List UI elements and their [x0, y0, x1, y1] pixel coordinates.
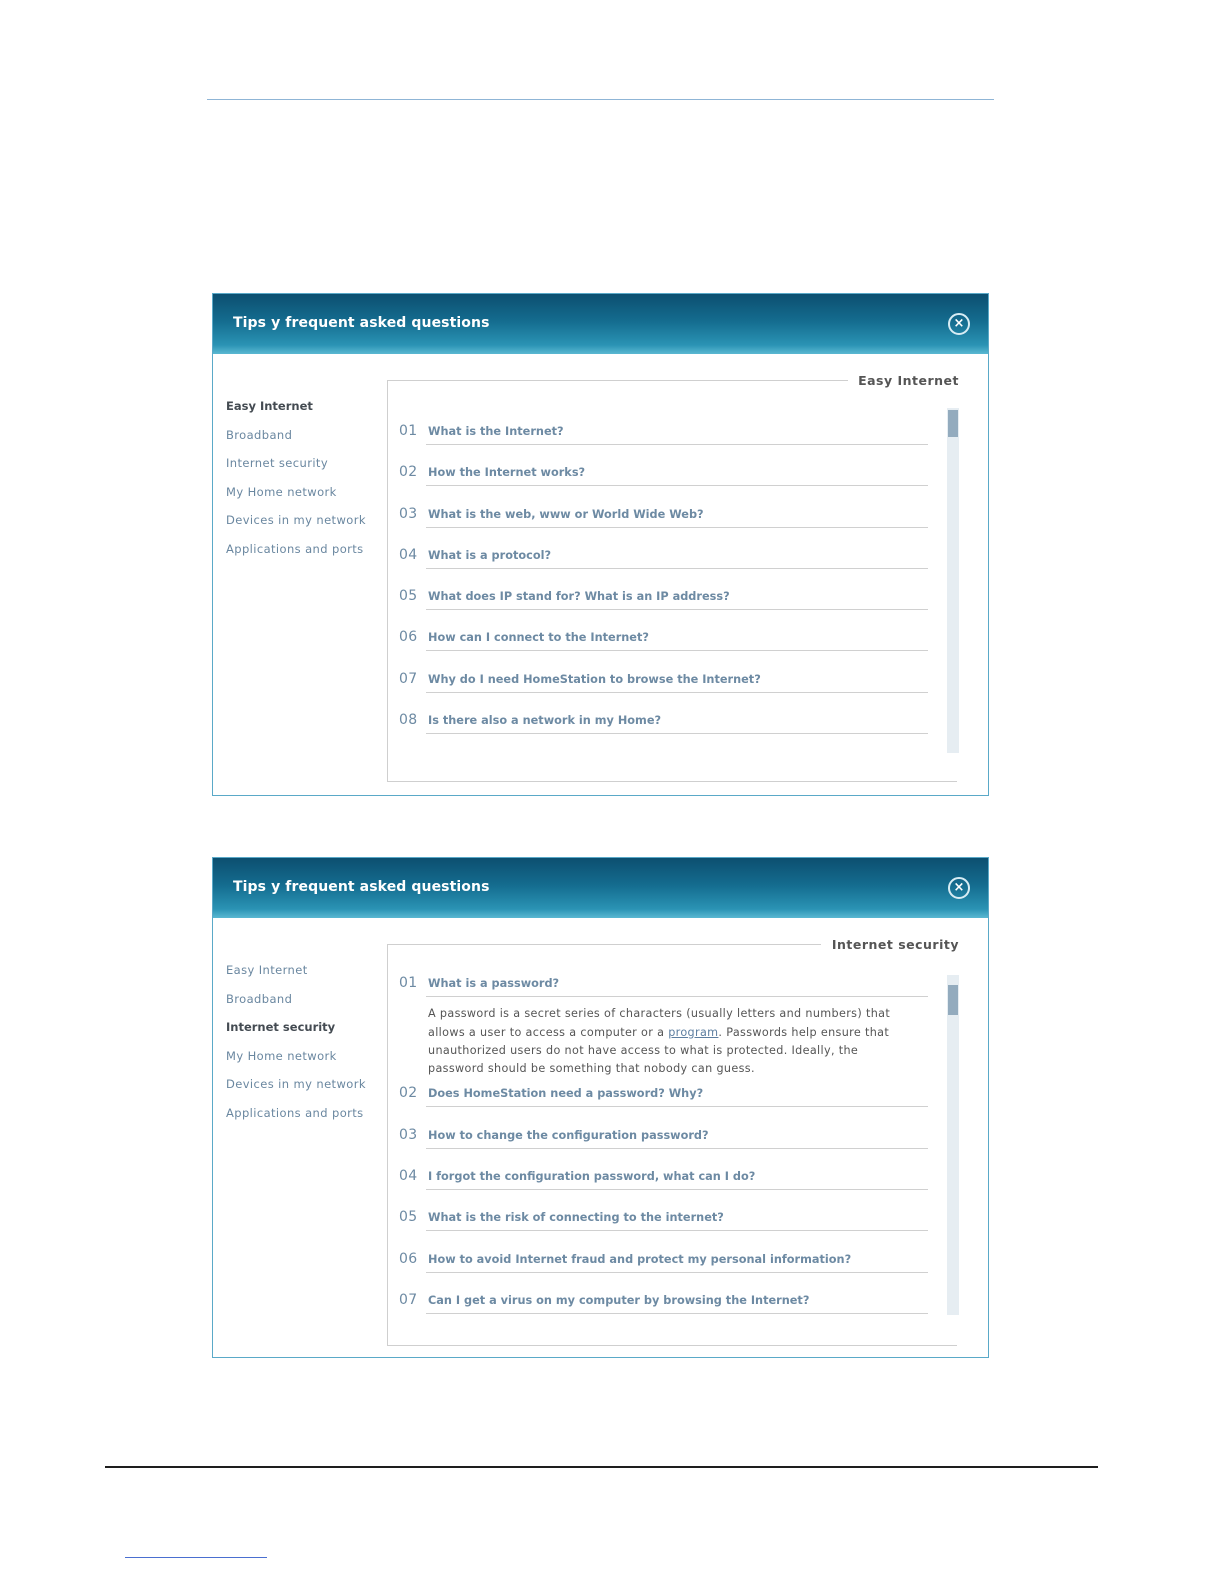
question-number: 04 [399, 1168, 418, 1185]
sidebar-item-easy-internet[interactable]: Easy Internet [226, 399, 313, 413]
sidebar-item-broadband[interactable]: Broadband [226, 991, 293, 1006]
question-link[interactable]: What is a protocol? [428, 548, 552, 562]
question-divider [426, 609, 928, 610]
page-top-rule [207, 99, 994, 100]
question-divider [426, 568, 928, 569]
question-item[interactable] [399, 628, 929, 669]
question-item[interactable] [399, 463, 929, 504]
panel-divider [388, 944, 821, 945]
question-number: 06 [399, 1250, 418, 1267]
question-divider [426, 1230, 928, 1231]
question-number: 06 [399, 629, 418, 646]
question-link[interactable]: What is the Internet? [428, 425, 564, 438]
question-number: 08 [399, 712, 418, 729]
sidebar-item-devices-in-my-network[interactable]: Devices in my network [226, 1077, 366, 1092]
question-item[interactable] [399, 1208, 929, 1249]
sidebar-item-my-home-network[interactable]: My Home network [226, 484, 337, 499]
question-divider [426, 527, 928, 528]
category-sidebar [226, 963, 386, 1135]
question-divider [426, 1106, 928, 1107]
question-item[interactable] [399, 546, 929, 587]
footer-link-underline [125, 1557, 267, 1558]
question-number: 01 [399, 423, 418, 439]
sidebar-item-applications-and-ports[interactable]: Applications and ports [226, 541, 364, 556]
question-divider [426, 650, 928, 651]
sidebar-item-my-home-network[interactable]: My Home network [226, 1048, 337, 1063]
scrollbar[interactable] [947, 408, 959, 753]
dialog-header [213, 294, 988, 354]
question-link[interactable]: What does IP stand for? What is an IP address? [428, 590, 730, 604]
sidebar-item-internet-security[interactable]: Internet security [226, 456, 329, 471]
question-number: 04 [399, 546, 418, 563]
question-item[interactable] [399, 422, 929, 463]
close-icon[interactable]: × [948, 877, 970, 899]
question-divider [426, 444, 928, 445]
question-number: 05 [399, 588, 418, 605]
question-item[interactable] [399, 587, 929, 628]
answer-text: . Passwords help ensure that unauthorized users do not have access to what is protected. Ideally, the password should be something that nobody can guess. [428, 1025, 890, 1076]
question-link[interactable]: Is there also a network in my Home? [428, 714, 662, 728]
sidebar-item-devices-in-my-network[interactable]: Devices in my network [226, 513, 366, 528]
panel-divider [388, 380, 848, 381]
question-link[interactable]: I forgot the configuration password, what can I do? [428, 1170, 756, 1184]
question-item[interactable] [399, 1250, 929, 1291]
sidebar-item-internet-security[interactable]: Internet security [226, 1020, 336, 1035]
question-divider [426, 1148, 928, 1149]
faq-panel [387, 937, 959, 1346]
faq-panel [387, 373, 959, 782]
question-list [399, 422, 929, 752]
question-divider [426, 692, 928, 693]
question-item[interactable] [399, 711, 929, 752]
question-link[interactable]: Why do I need HomeStation to browse the Internet? [428, 672, 761, 686]
sidebar-item-applications-and-ports[interactable]: Applications and ports [226, 1105, 364, 1120]
panel-heading: Internet security [831, 937, 959, 952]
question-item[interactable] [399, 1126, 929, 1167]
sidebar-item-easy-internet[interactable]: Easy Internet [226, 963, 308, 977]
question-number: 01 [399, 975, 418, 991]
question-link[interactable]: What is the risk of connecting to the internet? [428, 1211, 724, 1225]
question-link[interactable]: What is a password? [428, 977, 560, 990]
question-divider [426, 996, 928, 997]
question-link[interactable]: How to change the configuration password? [428, 1128, 709, 1142]
question-divider [426, 1189, 928, 1190]
scrollbar-thumb[interactable] [948, 985, 958, 1015]
question-divider [426, 1313, 928, 1314]
question-number: 03 [399, 505, 418, 522]
scrollbar-thumb[interactable] [948, 410, 958, 437]
answer-text: A password is a secret series of characters (usually letters and numbers) that allows a user to access a computer or a [428, 1007, 891, 1039]
question-answer [428, 1005, 908, 1078]
panel-heading: Easy Internet [858, 373, 959, 388]
page-footer-rule [105, 1466, 1098, 1468]
question-link[interactable]: How can I connect to the Internet? [428, 631, 649, 645]
dialog-title: Tips y frequent asked questions [233, 315, 490, 331]
question-list [399, 974, 929, 1332]
question-divider [426, 485, 928, 486]
sidebar-item-broadband[interactable]: Broadband [226, 427, 293, 442]
question-link[interactable]: Can I get a virus on my computer by browsing the Internet? [428, 1293, 810, 1307]
dialog-title: Tips y frequent asked questions [233, 879, 490, 895]
question-number: 07 [399, 670, 418, 687]
category-sidebar [226, 399, 386, 571]
program-link[interactable]: program [668, 1025, 719, 1039]
question-number: 03 [399, 1126, 418, 1143]
question-link[interactable]: How to avoid Internet fraud and protect my personal information? [428, 1252, 852, 1266]
question-item[interactable] [399, 1084, 929, 1125]
question-item[interactable] [399, 670, 929, 711]
question-item[interactable] [399, 1167, 929, 1208]
question-number: 02 [399, 464, 418, 481]
question-link[interactable]: Does HomeStation need a password? Why? [428, 1087, 704, 1101]
scrollbar[interactable] [947, 975, 959, 1315]
question-link[interactable]: How the Internet works? [428, 466, 586, 480]
question-divider [426, 733, 928, 734]
question-number: 07 [399, 1291, 418, 1308]
question-number: 05 [399, 1209, 418, 1226]
faq-dialog-internet-security [212, 857, 989, 1358]
question-link[interactable]: What is the web, www or World Wide Web? [428, 507, 704, 521]
question-item[interactable] [399, 1291, 929, 1332]
question-number: 02 [399, 1085, 418, 1102]
dialog-header [213, 858, 988, 918]
faq-dialog-easy-internet [212, 293, 989, 796]
question-divider [426, 1272, 928, 1273]
question-item[interactable] [399, 505, 929, 546]
close-icon[interactable]: × [948, 313, 970, 335]
